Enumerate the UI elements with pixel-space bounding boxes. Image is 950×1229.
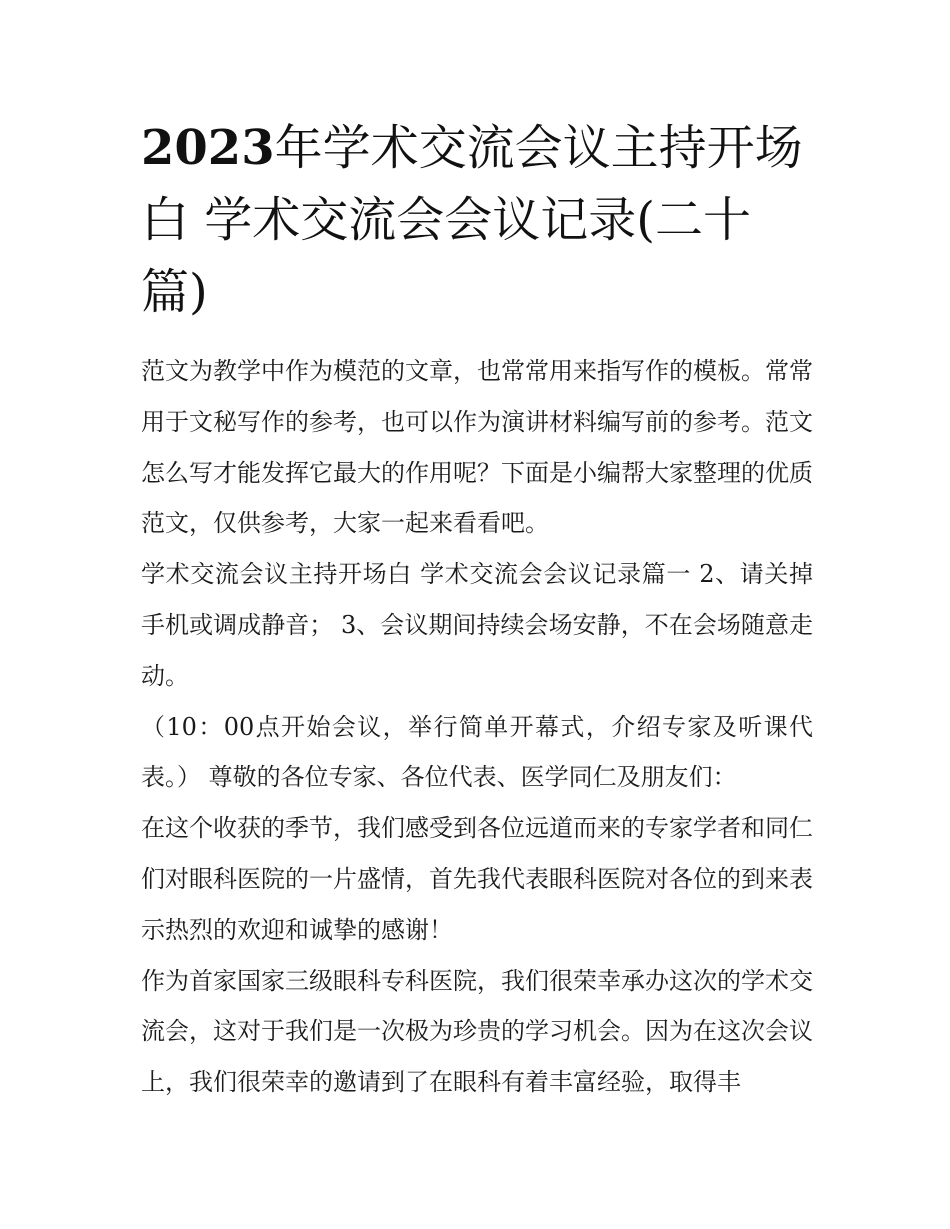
paragraph-welcome: 在这个收获的季节，我们感受到各位远道而来的专家学者和同仁们对眼科医院的一片盛情，首先我代表眼科医院对各位的到来表示热烈的欢迎和诚挚的感谢！ <box>141 814 813 944</box>
paragraph-hospital: 作为首家国家三级眼科专科医院，我们很荣幸承办这次的学术交流会，这对于我们是一次极为珍贵的学习机会。因为在这次会议上，我们很荣幸的邀请到了在眼科有着丰富经验，取得丰 <box>141 966 813 1097</box>
paragraph-section-one: 学术交流会议主持开场白 学术交流会会议记录篇一 2、请关掉手机或调成静音； 3、会议期间持续会场安静，不在会场随意走动。 <box>141 560 813 690</box>
title-text: 年学术交流会议主持开场白 学术交流会会议记录(二十篇) <box>141 120 803 320</box>
paragraph-intro: 范文为教学中作为模范的文章，也常常用来指写作的模板。常常用于文秘写作的参考，也可以作为演讲材料编写前的参考。范文怎么写才能发挥它最大的作用呢？下面是小编帮大家整理的优质范文，仅供参考，大家一起来看看吧。 <box>141 357 813 538</box>
document-title <box>141 112 813 328</box>
document-body <box>141 346 813 1108</box>
paragraph-opening-note: （10：00点开始会议，举行简单开幕式，介绍专家及听课代表。） 尊敬的各位专家、各位代表、医学同仁及朋友们： <box>141 712 813 792</box>
document-page <box>141 112 813 1108</box>
title-year: 2023 <box>141 120 275 176</box>
